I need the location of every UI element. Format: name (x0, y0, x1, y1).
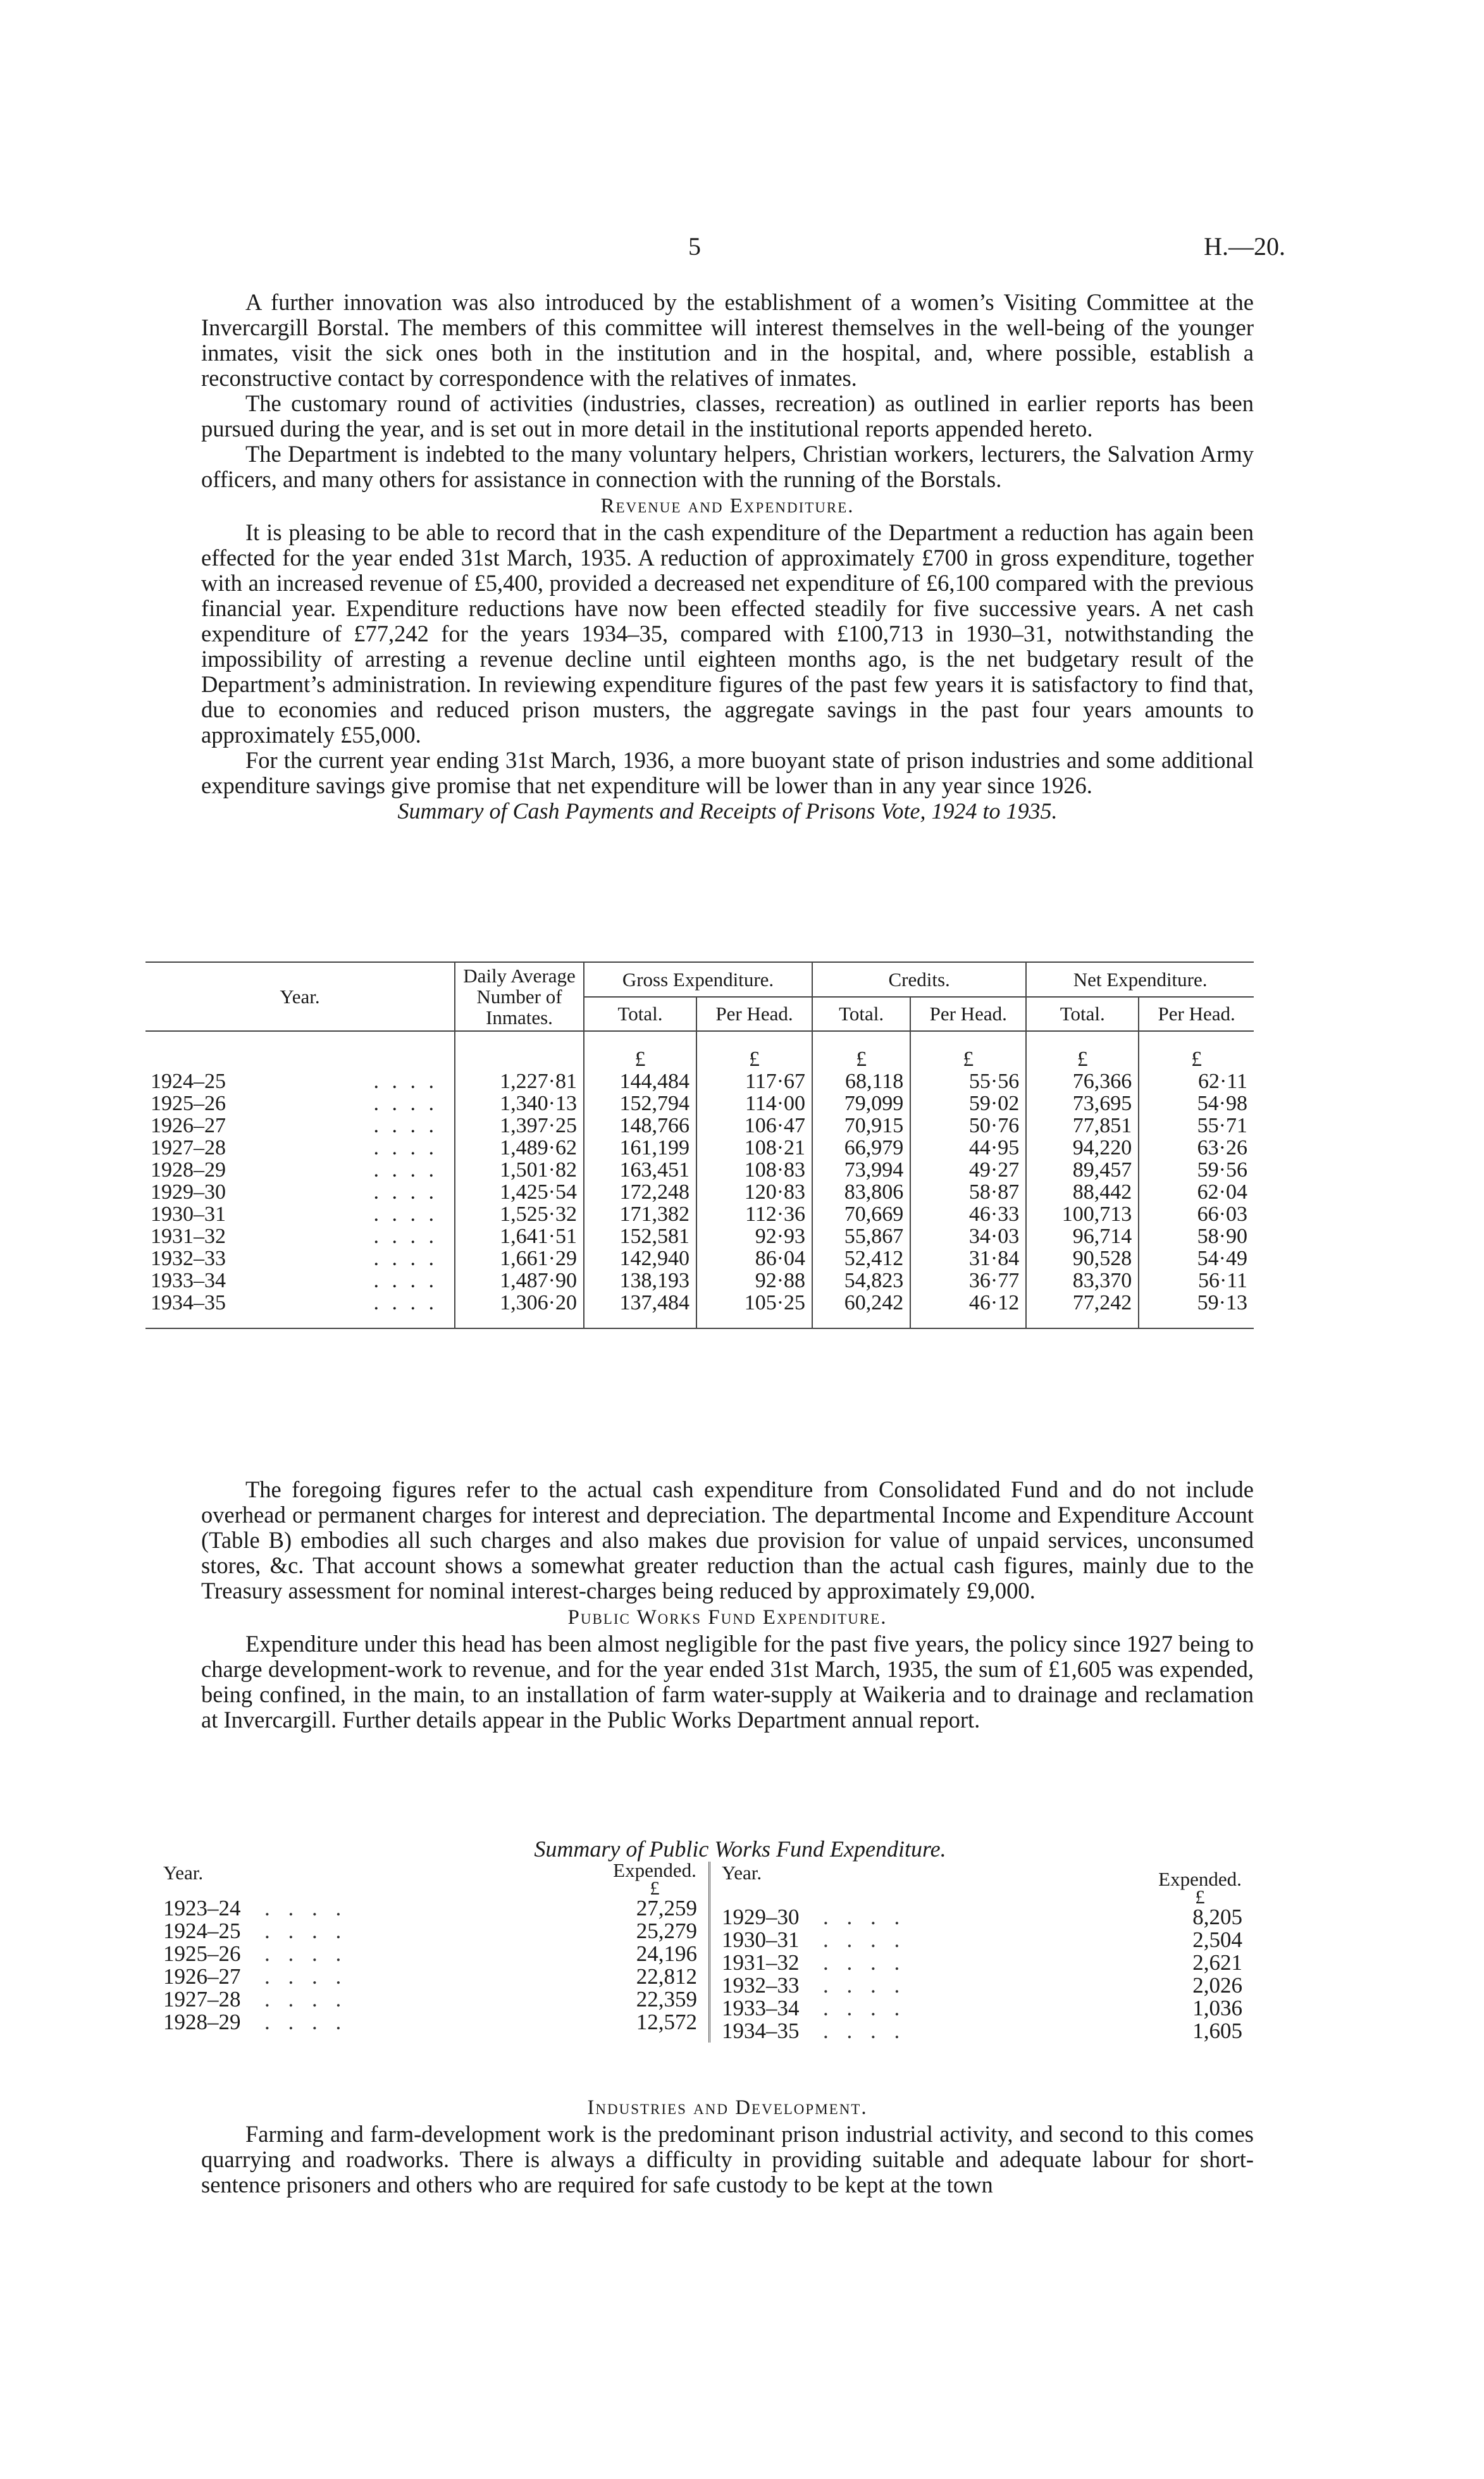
cell-amount: 25,279 (636, 1919, 697, 1943)
list-item (722, 2020, 1254, 2043)
cell-credit-total: 54,823 (812, 1270, 910, 1292)
unit-pound: £ (1195, 1886, 1205, 1908)
leader-dots: . . . . (373, 1202, 438, 1226)
col-year: Year. (722, 1862, 762, 1884)
cell-amount: 2,504 (1192, 1927, 1242, 1952)
table-row (145, 1247, 1254, 1270)
cell-gross-total: 137,484 (584, 1292, 696, 1328)
bottom-text-block (201, 2094, 1254, 2198)
list-item (722, 1929, 1254, 1951)
list-item (163, 1988, 708, 2011)
cell-credit-total: 68,118 (812, 1070, 910, 1092)
cell-gross-total: 172,248 (584, 1181, 696, 1203)
unit-pound: £ (1026, 1031, 1139, 1070)
col-credit-total: Total. (812, 997, 910, 1032)
leader-dots: . . . . (823, 1996, 906, 2020)
leader-dots: . . . . (823, 1905, 906, 1929)
leader-dots: . . . . (373, 1070, 438, 1093)
cell-net-total: 96,714 (1026, 1225, 1139, 1247)
leader-dots: . . . . (264, 2010, 348, 2034)
top-text-block (201, 290, 1254, 824)
col-net-total: Total. (1026, 997, 1139, 1032)
cell-year: 1927–28 (151, 1136, 226, 1159)
cell-gross-total: 161,199 (584, 1137, 696, 1159)
cell-net-head: 55·71 (1139, 1115, 1254, 1137)
table-row (145, 1070, 1254, 1092)
col-inmates: Daily Average Number of Inmates. (455, 962, 584, 1031)
list-item (722, 1906, 1254, 1929)
cell-year: 1923–24 (163, 1896, 241, 1920)
col-gross: Gross Expenditure. (584, 962, 812, 997)
col-expended: Expended. (1158, 1868, 1242, 1890)
cell-credit-total: 83,806 (812, 1181, 910, 1203)
cell-inmates: 1,227·81 (455, 1070, 584, 1092)
cell-gross-total: 163,451 (584, 1159, 696, 1181)
cell-year: 1934–35 (722, 2018, 800, 2043)
cell-credit-head: 46·12 (910, 1292, 1026, 1328)
cell-credit-total: 66,979 (812, 1137, 910, 1159)
cell-gross-total: 144,484 (584, 1070, 696, 1092)
leader-dots: . . . . (373, 1225, 438, 1248)
cell-net-head: 54·98 (1139, 1092, 1254, 1115)
public-works-right-column (708, 1862, 1254, 2043)
cell-inmates: 1,397·25 (455, 1115, 584, 1137)
cash-payments-table (145, 961, 1254, 1329)
cell-gross-total: 152,794 (584, 1092, 696, 1115)
table-row (145, 1159, 1254, 1181)
cell-amount: 8,205 (1192, 1905, 1242, 1929)
table-row (145, 1137, 1254, 1159)
cell-net-total: 83,370 (1026, 1270, 1139, 1292)
paragraph: It is pleasing to be able to record that in the cash expenditure of the Department a reduction has again been effected for the year ended 31st March, 1935. A reduction of approximately £700 in gross expenditure, together with an increased revenue of £5,400, provided a decreased net expenditure of £6,100 compared with the previous financial year. Expenditure reductions have now been effected steadily for five successive years. A net cash expenditure of £77,242 for the years 1934–35, compared with £100,713 in 1930–31, notwithstanding the impossibility of arresting a revenue decline until eighteen months ago, is the net budgetary result of the Department’s administration. In reviewing expenditure figures of the past few years it is satisfactory to find that, due to economies and reduced prison musters, the aggregate savings in the past four years amounts to approximately £55,000. (201, 519, 1254, 748)
cell-year: 1930–31 (151, 1202, 226, 1226)
cell-net-total: 76,366 (1026, 1070, 1139, 1092)
cell-year: 1932–33 (722, 1973, 800, 1998)
cell-year: 1925–26 (163, 1941, 241, 1966)
list-item (163, 2011, 708, 2034)
table-row (145, 1225, 1254, 1247)
cell-year: 1930–31 (722, 1927, 800, 1952)
cell-year: 1926–27 (163, 1964, 241, 1989)
cell-credit-head: 44·95 (910, 1137, 1026, 1159)
cell-year: 1929–30 (722, 1905, 800, 1929)
cell-gross-head: 92·88 (696, 1270, 812, 1292)
leader-dots: . . . . (373, 1180, 438, 1204)
section-heading-revenue: Revenue and Expenditure. (600, 495, 855, 517)
list-item (722, 1974, 1254, 1997)
cell-year: 1926–27 (151, 1114, 226, 1137)
cell-net-head: 63·26 (1139, 1137, 1254, 1159)
col-credits: Credits. (812, 962, 1026, 997)
cell-net-head: 58·90 (1139, 1225, 1254, 1247)
cell-inmates: 1,501·82 (455, 1159, 584, 1181)
cell-year: 1933–34 (722, 1996, 800, 2020)
paragraph: For the current year ending 31st March, 1936, a more buoyant state of prison industries and some additional expenditure savings give promise that net expenditure will be lower than in any year since 1926. (201, 747, 1254, 798)
cell-gross-head: 106·47 (696, 1115, 812, 1137)
cell-year: 1934–35 (151, 1291, 226, 1314)
table-row (145, 1203, 1254, 1225)
cell-gross-head: 114·00 (696, 1092, 812, 1115)
table-row (145, 1181, 1254, 1203)
cell-gross-head: 108·83 (696, 1159, 812, 1181)
cell-year: 1933–34 (151, 1269, 226, 1292)
cell-credit-total: 52,412 (812, 1247, 910, 1270)
col-gross-total: Total. (584, 997, 696, 1032)
cell-net-total: 89,457 (1026, 1159, 1139, 1181)
cell-net-head: 54·49 (1139, 1247, 1254, 1270)
cell-gross-head: 117·67 (696, 1070, 812, 1092)
cell-inmates: 1,340·13 (455, 1092, 584, 1115)
leader-dots: . . . . (823, 2018, 906, 2043)
leader-dots: . . . . (264, 1964, 348, 1989)
leader-dots: . . . . (823, 1950, 906, 1975)
cell-gross-head: 108·21 (696, 1137, 812, 1159)
cell-amount: 27,259 (636, 1896, 697, 1920)
cell-year: 1932–33 (151, 1247, 226, 1270)
cell-amount: 1,036 (1192, 1996, 1242, 2020)
cell-gross-head: 120·83 (696, 1181, 812, 1203)
leader-dots: . . . . (373, 1158, 438, 1182)
list-item (163, 1897, 708, 1920)
page-number: 5 (688, 232, 701, 261)
list-item (163, 1920, 708, 1943)
cell-gross-total: 138,193 (584, 1270, 696, 1292)
cell-net-total: 100,713 (1026, 1203, 1139, 1225)
table-row (145, 1092, 1254, 1115)
cell-credit-total: 70,915 (812, 1115, 910, 1137)
paragraph: A further innovation was also introduced by the establishment of a women’s Visiting Committee at the Invercargill Borstal. The members of this committee will interest themselves in the well-being of the younger inmates, visit the sick ones both in the institution and in the hospital, and, where possible, establish a reconstructive contact by correspondence with the relatives of inmates. (201, 289, 1254, 391)
col-year: Year. (163, 1862, 204, 1884)
cell-amount: 2,621 (1192, 1950, 1242, 1975)
cell-net-head: 59·56 (1139, 1159, 1254, 1181)
cell-credit-total: 79,099 (812, 1092, 910, 1115)
cell-gross-head: 92·93 (696, 1225, 812, 1247)
cell-credit-head: 50·76 (910, 1115, 1026, 1137)
leader-dots: . . . . (373, 1247, 438, 1270)
leader-dots: . . . . (373, 1092, 438, 1115)
paragraph: The customary round of activities (industries, classes, recreation) as outlined in earlier reports has been pursued during the year, and is set out in more detail in the institutional reports appended hereto. (201, 390, 1254, 442)
cell-gross-head: 112·36 (696, 1203, 812, 1225)
cell-gross-total: 142,940 (584, 1247, 696, 1270)
cell-net-head: 56·11 (1139, 1270, 1254, 1292)
col-year: Year. (145, 962, 455, 1031)
cell-net-total: 94,220 (1026, 1137, 1139, 1159)
unit-pound: £ (696, 1031, 812, 1070)
leader-dots: . . . . (264, 1896, 348, 1920)
cell-amount: 2,026 (1192, 1973, 1242, 1998)
section-heading-public-works: Public Works Fund Expenditure. (567, 1606, 887, 1629)
cell-net-head: 66·03 (1139, 1203, 1254, 1225)
cell-credit-head: 59·02 (910, 1092, 1026, 1115)
cell-credit-head: 49·27 (910, 1159, 1026, 1181)
cell-credit-total: 55,867 (812, 1225, 910, 1247)
cell-credit-head: 46·33 (910, 1203, 1026, 1225)
cell-net-total: 77,851 (1026, 1115, 1139, 1137)
cell-net-total: 77,242 (1026, 1292, 1139, 1328)
leader-dots: . . . . (373, 1114, 438, 1137)
document-reference: H.—20. (1204, 232, 1285, 261)
paragraph: Farming and farm-development work is the predominant prison industrial activity, and second to this comes quarrying and roadworks. There is always a difficulty in providing suitable and adequate labour for short-sentence prisoners and others who are required for safe custody to be kept at the town (201, 2121, 1254, 2198)
cell-year: 1927–28 (163, 1987, 241, 2012)
cell-net-total: 73,695 (1026, 1092, 1139, 1115)
middle-text-block (201, 1477, 1254, 1733)
cell-amount: 1,605 (1192, 2018, 1242, 2043)
unit-pound: £ (650, 1877, 660, 1899)
cell-gross-head: 105·25 (696, 1292, 812, 1328)
cell-net-head: 62·04 (1139, 1181, 1254, 1203)
cell-inmates: 1,489·62 (455, 1137, 584, 1159)
cell-amount: 22,359 (636, 1987, 697, 2012)
cell-credit-head: 34·03 (910, 1225, 1026, 1247)
col-credit-per-head: Per Head. (910, 997, 1026, 1032)
cell-year: 1928–29 (151, 1158, 226, 1182)
cell-credit-head: 55·56 (910, 1070, 1026, 1092)
cell-net-head: 59·13 (1139, 1292, 1254, 1328)
col-net-per-head: Per Head. (1139, 997, 1254, 1032)
cell-credit-head: 58·87 (910, 1181, 1026, 1203)
table-row (145, 1292, 1254, 1328)
cell-gross-head: 86·04 (696, 1247, 812, 1270)
leader-dots: . . . . (823, 1927, 906, 1952)
table-row (145, 1270, 1254, 1292)
cell-gross-total: 171,382 (584, 1203, 696, 1225)
table-row (145, 1115, 1254, 1137)
unit-pound: £ (910, 1031, 1026, 1070)
cell-credit-head: 36·77 (910, 1270, 1026, 1292)
cell-year: 1924–25 (163, 1919, 241, 1943)
cell-inmates: 1,306·20 (455, 1292, 584, 1328)
public-works-left-column (163, 1859, 708, 2043)
paragraph: The Department is indebted to the many voluntary helpers, Christian workers, lecturers, the Salvation Army officers, and many others for assistance in connection with the running of the Borstals. (201, 441, 1254, 492)
cell-year: 1931–32 (722, 1950, 800, 1975)
cell-year: 1929–30 (151, 1180, 226, 1204)
cell-credit-head: 31·84 (910, 1247, 1026, 1270)
paragraph: The foregoing figures refer to the actual cash expenditure from Consolidated Fund and do not include overhead or permanent charges for interest and depreciation. The departmental Income and Expenditure Account (Table B) embodies all such charges and also makes due provision for value of unpaid services, unconsumed stores, &c. That account shows a somewhat greater reduction than the actual cash figures, mainly due to the Treasury assessment for nominal interest-charges being reduced by approximately £9,000. (201, 1476, 1254, 1604)
cell-year: 1924–25 (151, 1070, 226, 1093)
cell-inmates: 1,525·32 (455, 1203, 584, 1225)
leader-dots: . . . . (373, 1269, 438, 1292)
cell-net-total: 90,528 (1026, 1247, 1139, 1270)
cell-gross-total: 152,581 (584, 1225, 696, 1247)
col-expended: Expended. (613, 1859, 696, 1881)
cell-inmates: 1,487·90 (455, 1270, 584, 1292)
unit-pound: £ (1139, 1031, 1254, 1070)
unit-pound: £ (584, 1031, 696, 1070)
cell-gross-total: 148,766 (584, 1115, 696, 1137)
cell-credit-total: 73,994 (812, 1159, 910, 1181)
cell-credit-total: 70,669 (812, 1203, 910, 1225)
list-item (722, 1951, 1254, 1974)
leader-dots: . . . . (373, 1136, 438, 1159)
cell-year: 1925–26 (151, 1092, 226, 1115)
cell-net-total: 88,442 (1026, 1181, 1139, 1203)
list-item (163, 1965, 708, 1988)
col-gross-per-head: Per Head. (696, 997, 812, 1032)
leader-dots: . . . . (264, 1987, 348, 2012)
col-net: Net Expenditure. (1026, 962, 1254, 997)
table-caption-public-works: Summary of Public Works Fund Expenditure. (534, 1836, 946, 1862)
cell-amount: 22,812 (636, 1964, 697, 1989)
list-item (163, 1943, 708, 1965)
list-item (722, 1997, 1254, 2020)
leader-dots: . . . . (264, 1919, 348, 1943)
cell-inmates: 1,661·29 (455, 1247, 584, 1270)
cell-inmates: 1,641·51 (455, 1225, 584, 1247)
leader-dots: . . . . (373, 1291, 438, 1314)
cell-credit-total: 60,242 (812, 1292, 910, 1328)
cell-net-head: 62·11 (1139, 1070, 1254, 1092)
leader-dots: . . . . (264, 1941, 348, 1966)
cell-year: 1931–32 (151, 1225, 226, 1248)
cell-inmates: 1,425·54 (455, 1181, 584, 1203)
unit-pound: £ (812, 1031, 910, 1070)
paragraph: Expenditure under this head has been almost negligible for the past five years, the policy since 1927 being to charge development-work to revenue, and for the year ended 31st March, 1935, the sum of £1,605 was expended, being confined, in the main, to an installation of farm water-supply at Waikeria and to drainage and reclamation at Invercargill. Further details appear in the Public Works Department annual report. (201, 1631, 1254, 1733)
section-heading-industries: Industries and Development. (587, 2096, 868, 2119)
cell-amount: 24,196 (636, 1941, 697, 1966)
cell-year: 1928–29 (163, 2010, 241, 2034)
table-caption-cash: Summary of Cash Payments and Receipts of Prisons Vote, 1924 to 1935. (397, 798, 1058, 824)
cell-amount: 12,572 (636, 2010, 697, 2034)
leader-dots: . . . . (823, 1973, 906, 1998)
public-works-table (163, 1838, 1254, 2043)
